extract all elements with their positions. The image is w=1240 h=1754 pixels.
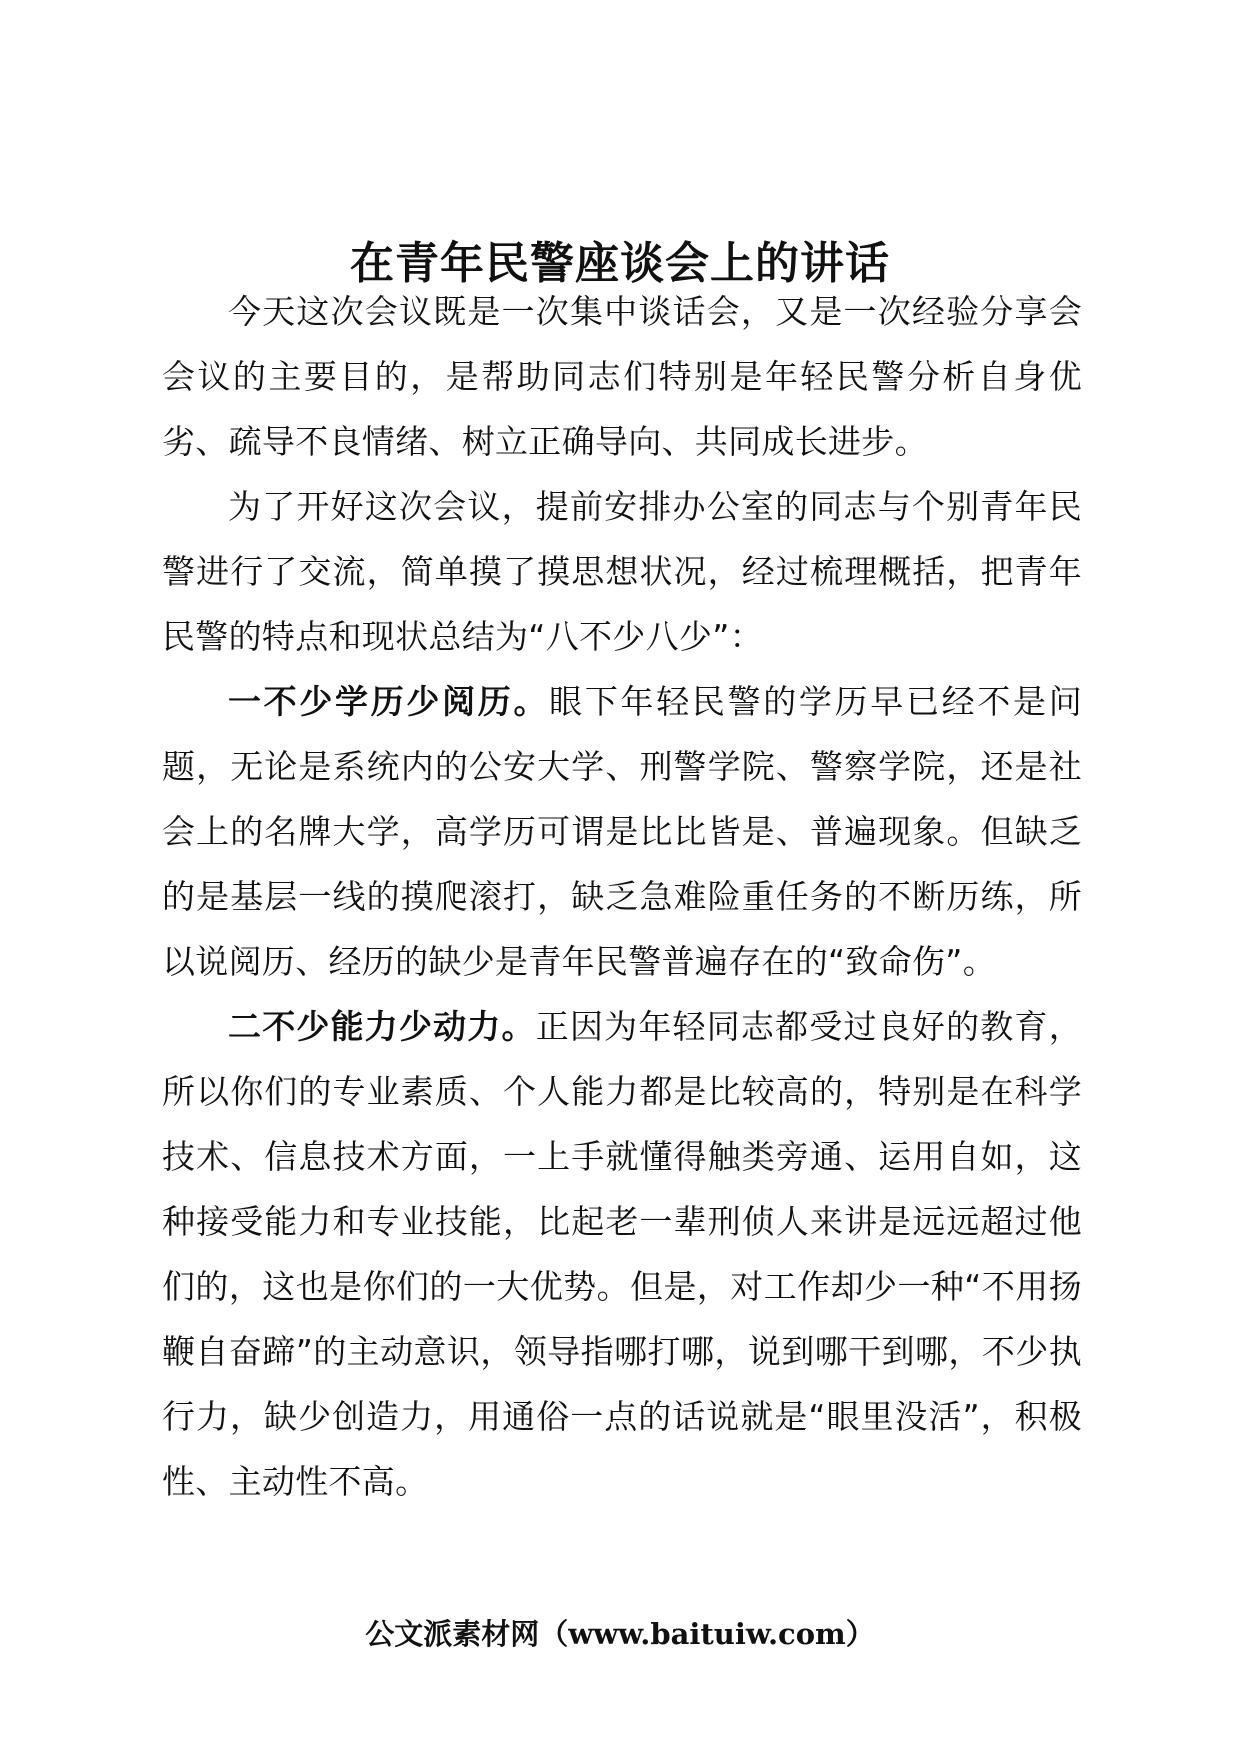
paragraph-text: 正因为年轻同志都受过良好的教育，所以你们的专业素质、个人能力都是比较高的，特别是在科学技术、信息技术方面，一上手就懂得触类旁通、运用自如，这种接受能力和专业技能，比起老一辈刑侦人来讲是远远超过他们的，这也是你们的一大优势。但是，对工作却少一种“不用扬鞭自奋蹄”的主动意识，领导指哪打哪，说到哪干到哪，不少执行力，缺少创造力，用通俗一点的话说就是“眼里没活”，积极性、主动性不高。 bbox=[162, 1007, 1082, 1501]
source-footer: 公文派素材网（www.baituiw.com） bbox=[365, 1617, 875, 1651]
paragraph-point-2 bbox=[162, 994, 1082, 1514]
paragraph-point-1 bbox=[162, 669, 1082, 994]
paragraph-lead: 一不少学历少阅历。 bbox=[228, 682, 550, 721]
paragraph-summary bbox=[162, 474, 1082, 669]
paragraph-text: 为了开好这次会议，提前安排办公室的同志与个别青年民警进行了交流，简单摸了摸思想状况，经过梳理概括，把青年民警的特点和现状总结为“八不少八少”： bbox=[162, 487, 1082, 656]
document-body bbox=[162, 279, 1082, 1514]
paragraph-text: 眼下年轻民警的学历早已经不是问题，无论是系统内的公安大学、刑警学院、警察学院，还是社会上的名牌大学，高学历可谓是比比皆是、普遍现象。但缺乏的是基层一线的摸爬滚打，缺乏急难险重任务的不断历练，所以说阅历、经历的缺少是青年民警普遍存在的“致命伤”。 bbox=[162, 682, 1083, 981]
paragraph-text: 今天这次会议既是一次集中谈话会，又是一次经验分享会会议的主要目的，是帮助同志们特别是年轻民警分析自身优劣、疏导不良情绪、树立正确导向、共同成长进步。 bbox=[162, 292, 1082, 461]
paragraph-lead: 二不少能力少动力。 bbox=[228, 1007, 536, 1046]
document-title: 在青年民警座谈会上的讲话 bbox=[350, 238, 890, 289]
paragraph-intro bbox=[162, 279, 1082, 474]
